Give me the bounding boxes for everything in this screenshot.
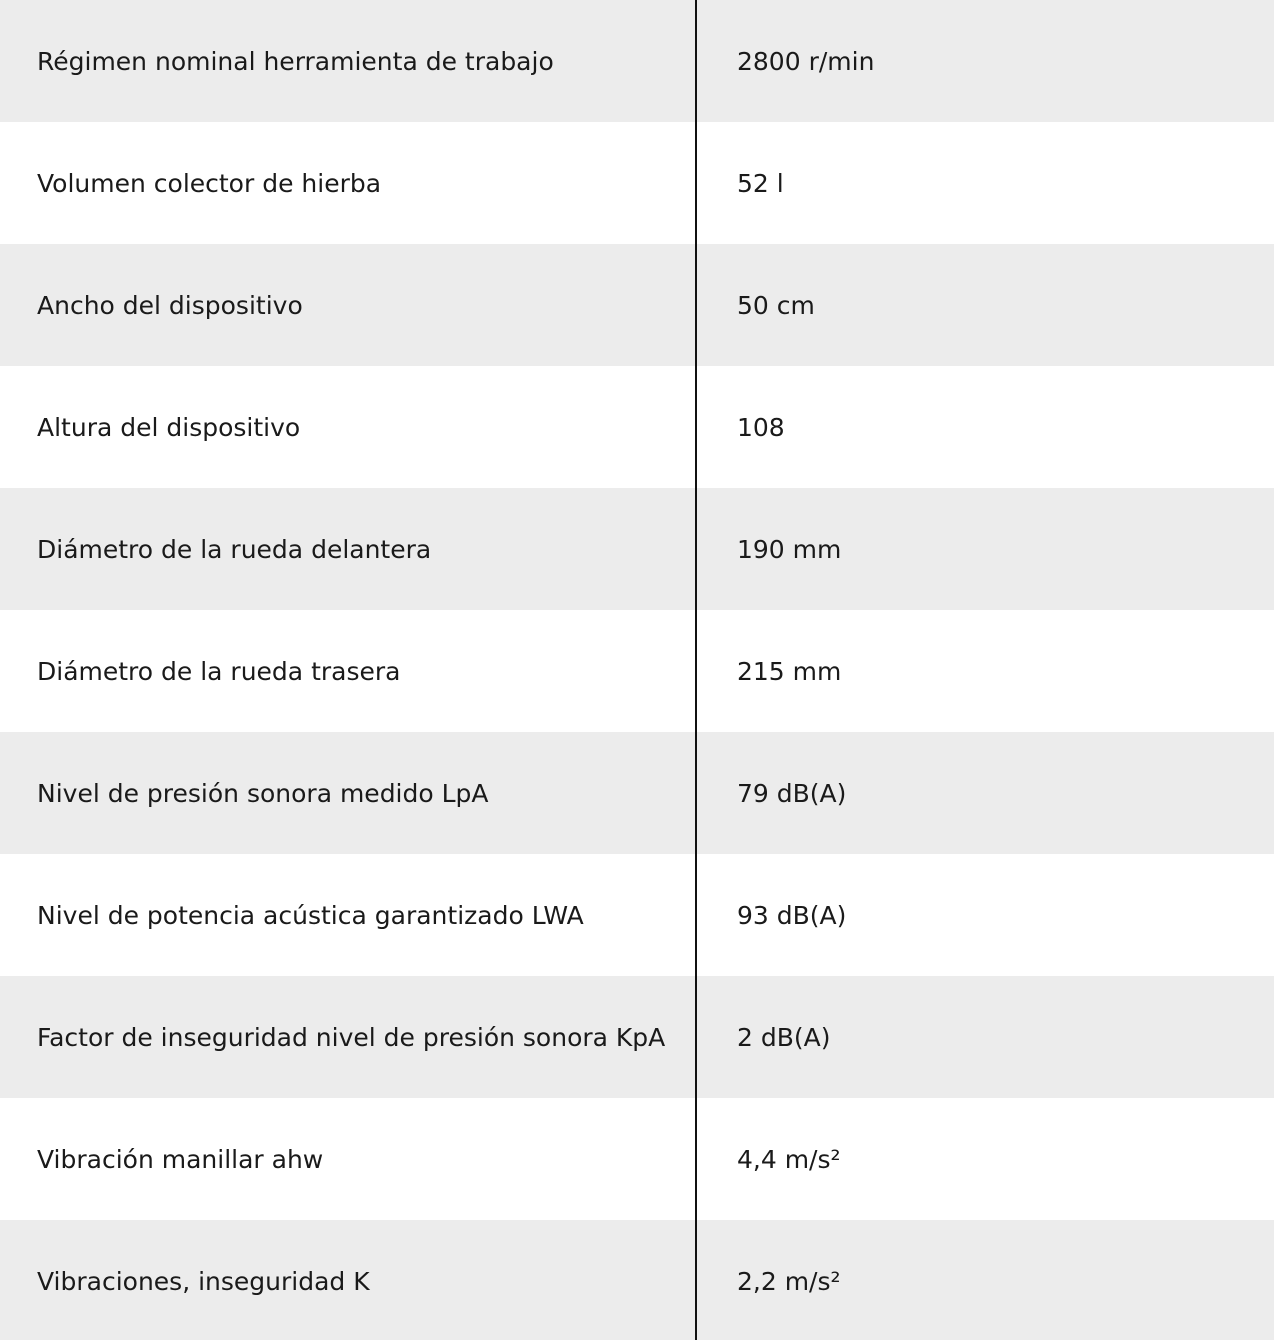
spec-row-nominal-speed <box>0 0 1274 122</box>
spec-row-sound-uncertainty-kpa <box>0 976 1274 1098</box>
spec-row-front-wheel-diameter <box>0 488 1274 610</box>
spec-row-vibration-uncertainty <box>0 1220 1274 1340</box>
spec-row-device-height <box>0 366 1274 488</box>
spec-label: Altura del dispositivo <box>0 366 696 488</box>
spec-row-sound-power-lwa <box>0 854 1274 976</box>
spec-row-rear-wheel-diameter <box>0 610 1274 732</box>
spec-value: 4,4 m/s² <box>696 1098 1274 1220</box>
spec-label: Nivel de presión sonora medido LpA <box>0 732 696 854</box>
spec-value: 215 mm <box>696 610 1274 732</box>
spec-label: Vibración manillar ahw <box>0 1098 696 1220</box>
spec-row-grass-catcher-volume <box>0 122 1274 244</box>
spec-value: 79 dB(A) <box>696 732 1274 854</box>
spec-label: Régimen nominal herramienta de trabajo <box>0 0 696 122</box>
spec-row-device-width <box>0 244 1274 366</box>
spec-value: 108 <box>696 366 1274 488</box>
spec-value: 52 l <box>696 122 1274 244</box>
spec-row-sound-pressure-lpa <box>0 732 1274 854</box>
spec-row-handle-vibration <box>0 1098 1274 1220</box>
spec-value: 2800 r/min <box>696 0 1274 122</box>
spec-label: Ancho del dispositivo <box>0 244 696 366</box>
spec-value: 50 cm <box>696 244 1274 366</box>
spec-label: Volumen colector de hierba <box>0 122 696 244</box>
spec-value: 93 dB(A) <box>696 854 1274 976</box>
spec-value: 2,2 m/s² <box>696 1220 1274 1340</box>
spec-value: 190 mm <box>696 488 1274 610</box>
spec-label: Vibraciones, inseguridad K <box>0 1220 696 1340</box>
spec-label: Nivel de potencia acústica garantizado LWA <box>0 854 696 976</box>
spec-value: 2 dB(A) <box>696 976 1274 1098</box>
spec-label: Diámetro de la rueda trasera <box>0 610 696 732</box>
spec-label: Factor de inseguridad nivel de presión sonora KpA <box>0 976 696 1098</box>
spec-label: Diámetro de la rueda delantera <box>0 488 696 610</box>
